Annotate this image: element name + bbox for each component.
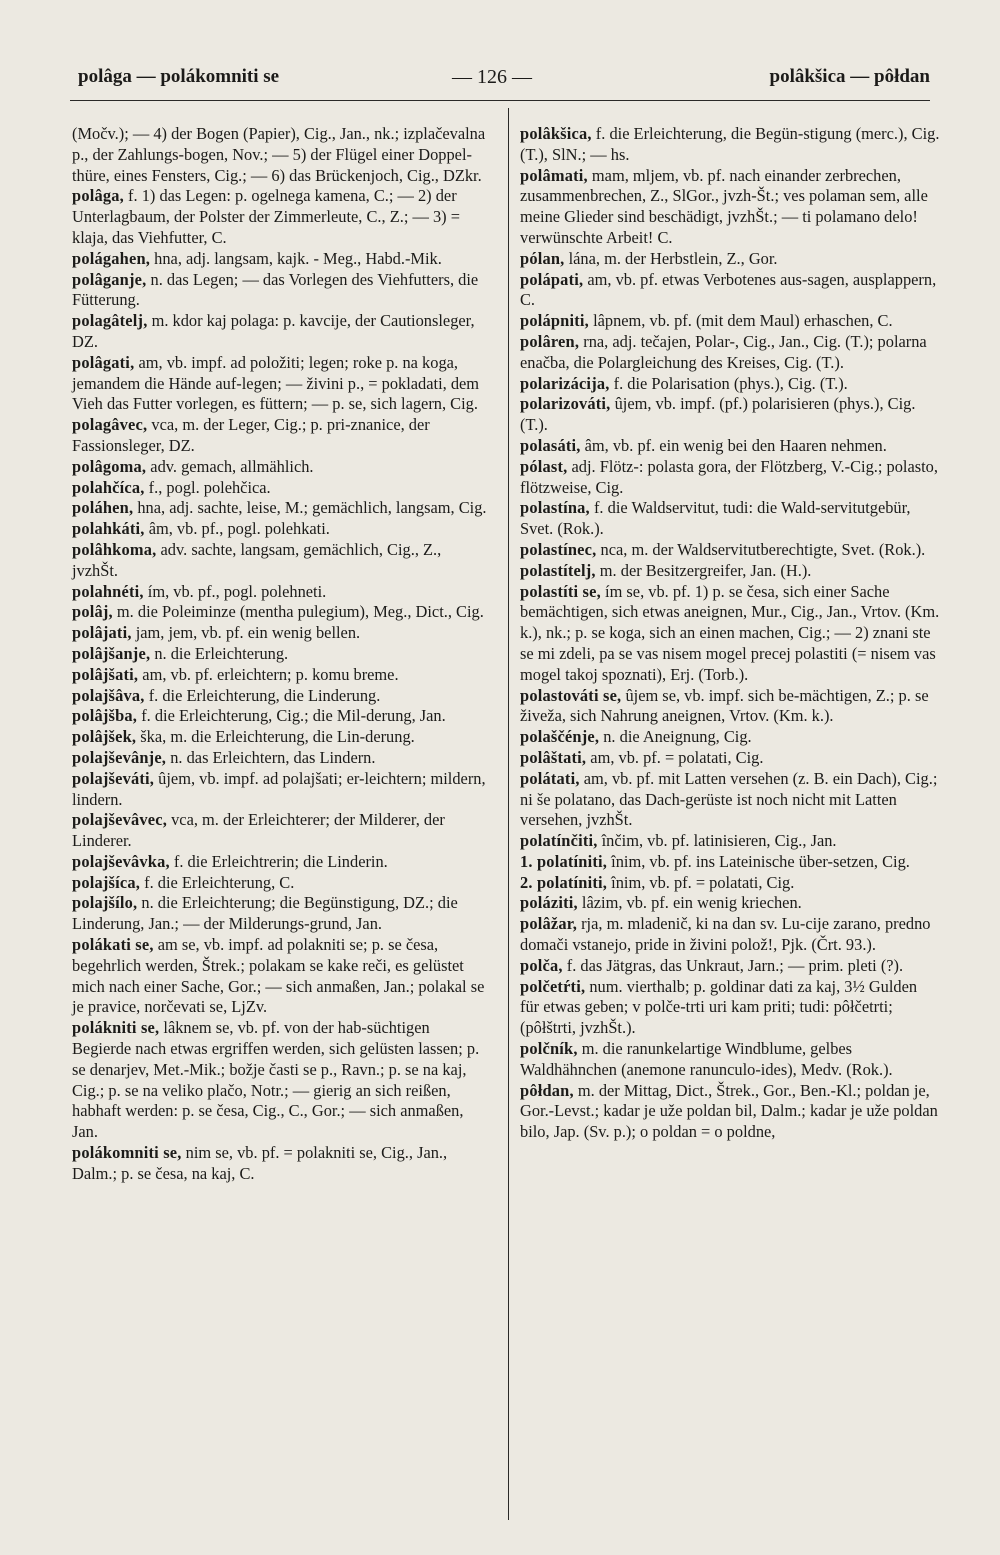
entry-definition: am, vb. pf. etwas Verbotenes aus-sagen, ausplappern, C. <box>520 269 937 310</box>
entry-definition: hna, adj. sachte, leise, M.; gemächlich, langsam, Cig. <box>133 498 487 518</box>
entry-headword: polâgoma, <box>72 456 147 476</box>
dictionary-entry <box>520 457 940 499</box>
entry-definition: ška, m. die Erleichterung, die Lin-derung. <box>136 727 415 747</box>
entry-headword: polátati, <box>520 768 580 788</box>
entry-definition: m. der Besitzergreifer, Jan. (H.). <box>595 560 812 580</box>
entry-definition: (Močv.); — 4) der Bogen (Papier), Cig., Jan., nk.; izplačevalna p., der Zahlungs-bogen, Nov.; — 5) der Flügel einer Doppel-thüre, eines Fensters, Cig.; — 6) das Brückenjoch, Cig., DZkr. <box>72 124 486 185</box>
entry-headword: polajšâva, <box>72 685 145 705</box>
entry-definition: f. die Polarisation (phys.), Cig. (T.). <box>609 373 848 393</box>
dictionary-entry <box>72 935 490 1018</box>
entry-headword: polâštati, <box>520 747 587 767</box>
entry-definition: am, vb. pf. erleichtern; p. komu breme. <box>138 664 399 684</box>
entry-headword: polastína, <box>520 498 590 518</box>
entry-headword: polajšílo, <box>72 893 138 913</box>
dictionary-entry <box>520 748 940 769</box>
entry-definition: âm, vb. pf. ein wenig bei den Haaren nehmen. <box>580 435 887 455</box>
entry-headword: polâjšek, <box>72 727 137 747</box>
entry-headword: polahnéti, <box>72 581 144 601</box>
entry-definition: lána, m. der Herbstlein, Z., Gor. <box>564 248 778 268</box>
entry-headword: polagâtelj, <box>72 311 148 331</box>
entry-headword: poláhen, <box>72 498 134 518</box>
entry-definition: f. 1) das Legen: p. ogelnega kamena, C.; — 2) der Unterlagbaum, der Polster der Zimmerleute, C., Z.; — 3) = klaja, das Viehfutter, C. <box>72 186 460 247</box>
dictionary-entry <box>520 1081 940 1143</box>
entry-headword: polajševâvka, <box>72 851 170 871</box>
entry-headword: polajšíca, <box>72 872 141 892</box>
entry-definition: num. vierthalb; p. goldinar dati za kaj, 3½ Gulden für etwas geben; v polče-trti uri kam priti; tudi: pôłčetrti; (pôłštrti, jvzhŠt.). <box>520 976 918 1038</box>
dictionary-entry <box>520 561 940 582</box>
entry-definition: ím, vb. pf., pogl. polehneti. <box>143 581 327 601</box>
dictionary-entry <box>72 602 490 623</box>
entry-headword: polajševáti, <box>72 768 155 788</box>
entry-definition: am, vb. pf. = polatati, Cig. <box>586 747 764 767</box>
dictionary-entry <box>520 166 940 249</box>
entry-headword: polahčíca, <box>72 477 145 497</box>
entry-definition: n. das Legen; — das Vorlegen des Viehfutters, die Fütterung. <box>72 269 479 310</box>
entry-definition: vca, m. der Leger, Cig.; p. pri-znanice, der Fassionsleger, DZ. <box>72 415 430 455</box>
entry-definition: f. das Jätgras, das Unkraut, Jarn.; — prim. pleti (?). <box>562 955 904 975</box>
entry-headword: polâžar, <box>520 914 577 934</box>
page-number: — 126 — <box>452 66 532 88</box>
entry-headword: polatínčiti, <box>520 831 598 851</box>
dictionary-entry <box>520 727 940 748</box>
entry-definition: n. die Aneignung, Cig. <box>599 727 752 747</box>
entry-definition: înčim, vb. pf. latinisieren, Cig., Jan. <box>597 831 837 851</box>
dictionary-entry <box>520 956 940 977</box>
dictionary-entry <box>72 124 490 186</box>
entry-headword: polâganje, <box>72 269 147 289</box>
dictionary-entry <box>72 1018 490 1143</box>
entry-headword: polča, <box>520 955 563 975</box>
entry-definition: rja, m. mladenič, ki na dan sv. Lu-cije zarano, predno domači vstanejo, pride in živini polož!, Pjk. (Črt. 93.). <box>520 914 931 955</box>
entry-headword: polasáti, <box>520 435 581 455</box>
dictionary-entry <box>520 893 940 914</box>
dictionary-entry <box>520 1039 940 1081</box>
entry-headword: polâmati, <box>520 165 588 185</box>
entry-definition: adv. sachte, langsam, gemächlich, Cig., Z., jvzhŠt. <box>72 539 442 580</box>
entry-definition: hna, adj. langsam, kajk. - Meg., Habd.-Mik. <box>150 248 442 268</box>
dictionary-entry <box>520 311 940 332</box>
header-rule <box>70 100 930 101</box>
entry-definition: lâzim, vb. pf. ein wenig kriechen. <box>577 893 802 913</box>
entry-headword: polápati, <box>520 269 584 289</box>
entry-headword: 2. polatíniti, <box>520 872 608 892</box>
entry-definition: nim se, vb. pf. = polakniti se, Cig., Jan., Dalm.; p. se česa, na kaj, C. <box>72 1143 448 1183</box>
entry-headword: polarizácija, <box>520 373 610 393</box>
entry-definition: jam, jem, vb. pf. ein wenig bellen. <box>131 623 361 643</box>
dictionary-entry <box>520 249 940 270</box>
entry-definition: n. die Erleichterung. <box>150 643 289 663</box>
entry-definition: f., pogl. polehčica. <box>144 477 271 497</box>
entry-definition: am, vb. pf. mit Latten versehen (z. B. ein Dach), Cig.; ni še polatano, das Dach-gerüste ist noch nicht mit Latten versehen, jvzhŠt. <box>520 768 938 830</box>
dictionary-entry <box>72 748 490 769</box>
dictionary-entry <box>72 769 490 811</box>
entry-definition: n. die Erleichterung; die Begünstigung, DZ.; die Linderung, Jan.; — der Milderungs-grund, Jan. <box>72 893 458 934</box>
entry-headword: polaščénje, <box>520 727 600 747</box>
entry-headword: polágahen, <box>72 248 151 268</box>
entry-definition: f. die Erleichterung, C. <box>140 872 295 892</box>
right-column <box>520 124 940 1143</box>
entry-headword: polčník, <box>520 1039 578 1059</box>
dictionary-entry <box>72 706 490 727</box>
entry-definition: m. die Poleiminze (mentha pulegium), Meg., Dict., Cig. <box>112 602 484 622</box>
entry-headword: polâgati, <box>72 352 135 372</box>
dictionary-entry <box>520 914 940 956</box>
entry-definition: am se, vb. impf. ad polakniti se; p. se česa, begehrlich werden, Štrek.; polakam se kake reči, es gelüstet mich nach einer Sache, Gor.; — sich anmaßen, Jan.; polakal se je pravice, norčevati se, LjZv. <box>72 935 485 1017</box>
entry-definition: nca, m. der Waldservitutberechtigte, Svet. (Rok.). <box>596 539 926 559</box>
dictionary-entry <box>72 1143 490 1185</box>
entry-definition: f. die Erleichterung, die Linderung. <box>144 685 381 705</box>
dictionary-entry <box>520 436 940 457</box>
dictionary-entry <box>72 478 490 499</box>
entry-definition: f. die Waldservitut, tudi: die Wald-servitutgebür, Svet. (Rok.). <box>520 498 911 539</box>
entry-headword: polčetŕti, <box>520 976 586 996</box>
entry-definition: ûjem, vb. impf. ad polajšati; er-leichtern; mildern, lindern. <box>72 768 486 809</box>
entry-definition: adv. gemach, allmählich. <box>146 456 314 476</box>
dictionary-entry <box>520 394 940 436</box>
entry-headword: polastováti se, <box>520 685 622 705</box>
entry-definition: f. die Erleichtrerin; die Linderin. <box>169 851 388 871</box>
entry-definition: lâpnem, vb. pf. (mit dem Maul) erhaschen, C. <box>588 311 893 331</box>
entry-headword: polarizováti, <box>520 394 611 414</box>
entry-headword: polâjšba, <box>72 706 138 726</box>
dictionary-entry <box>72 498 490 519</box>
dictionary-entry <box>72 665 490 686</box>
header-left-guide-words: polâga — polákomniti se <box>78 66 280 87</box>
entry-headword: pólast, <box>520 456 568 476</box>
entry-definition: ûjem se, vb. impf. sich be-mächtigen, Z.; p. se živeža, sich Nahrung aneignen, Vrtov. (Km. k.). <box>520 685 929 726</box>
entry-headword: pólan, <box>520 248 565 268</box>
entry-headword: polastínec, <box>520 539 597 559</box>
dictionary-entry <box>520 977 940 1039</box>
entry-headword: polâga, <box>72 186 124 206</box>
entry-headword: polâren, <box>520 331 580 351</box>
dictionary-entry <box>520 540 940 561</box>
entry-headword: polápniti, <box>520 311 589 331</box>
entry-headword: polajševânje, <box>72 747 167 767</box>
entry-headword: polákniti se, <box>72 1018 160 1038</box>
entry-definition: ím se, vb. pf. 1) p. se česa, sich einer Sache bemächtigen, sich etwas aneignen, Mur., Cig., Jan., Vrtov. (Km. k.), nk.; p. se koga, sich an einen machen, Cig.; — 2) znani ste se mi zdeli, pa se vas nisem mogel precej polastiti (= nisem vas mogel takoj spoznati), Erj. (Torb.). <box>520 581 940 684</box>
entry-headword: polajševâvec, <box>72 810 168 830</box>
entry-definition: m. die ranunkelartige Windblume, gelbes Waldhähnchen (anemone ranunculo-ides), Medv. (Rok.). <box>520 1039 893 1079</box>
entry-definition: âm, vb. pf., pogl. polehkati. <box>144 519 330 539</box>
dictionary-entry <box>520 686 940 728</box>
entry-definition: f. die Erleichterung, Cig.; die Mil-derung, Jan. <box>137 706 446 726</box>
running-header <box>70 66 930 96</box>
dictionary-entry <box>72 852 490 873</box>
dictionary-entry <box>72 686 490 707</box>
entry-definition: f. die Erleichterung, die Begün-stigung (merc.), Cig. (T.), SlN.; — hs. <box>520 124 940 164</box>
dictionary-entry <box>72 311 490 353</box>
dictionary-entry <box>520 498 940 540</box>
entry-headword: pôłdan, <box>520 1080 574 1100</box>
entry-definition: am, vb. impf. ad položiti; legen; roke p. na koga, jemandem die Hände auf-legen; — živini p., = pokladati, dem Vieh das Futter vorlegen, es füttern; — p. se, sich lagern, Cig. <box>72 352 480 414</box>
entry-headword: polastíti se, <box>520 581 601 601</box>
entry-headword: polâhkoma, <box>72 539 157 559</box>
dictionary-entry <box>72 519 490 540</box>
dictionary-entry <box>520 374 940 395</box>
dictionary-entry <box>72 270 490 312</box>
entry-definition: n. das Erleichtern, das Lindern. <box>166 747 376 767</box>
entry-definition: înim, vb. pf. ins Lateinische über-setzen, Cig. <box>607 851 910 871</box>
entry-headword: polâj, <box>72 602 113 622</box>
entry-headword: polagâvec, <box>72 415 148 435</box>
entry-headword: polákati se, <box>72 935 154 955</box>
entry-definition: mam, mljem, vb. pf. nach einander zerbrechen, zusammenbrechen, Z., SlGor., jvzh-Št.; ves polaman sem, alle meine Glieder sind beschädigt, jvzhŠt.; — ti polamano delo! verwünschte Arbeit! C. <box>520 165 928 247</box>
entry-definition: lâknem se, vb. pf. von der hab-süchtigen Begierde nach etwas ergriffen werden, sich gelüsten lassen; p. se denarjev, Met.-Mik.; božje časti se p., Ravn.; p. se na kaj, Cig.; p. se na veliko plačo, Notr.; — gierig an sich reißen, habhaft werden: p. se česa, Cig., C., Gor.; — sich anmaßen, Jan. <box>72 1018 480 1142</box>
entry-definition: m. kdor kaj polaga: p. kavcije, der Cautionsleger, DZ. <box>72 311 475 351</box>
dictionary-entry <box>72 353 490 415</box>
dictionary-entry <box>72 582 490 603</box>
left-column <box>72 124 490 1185</box>
dictionary-entry <box>520 831 940 852</box>
dictionary-entry <box>72 186 490 248</box>
entry-headword: polâjšanje, <box>72 643 151 663</box>
dictionary-entry <box>72 893 490 935</box>
entry-definition: ûjem, vb. impf. (pf.) polarisieren (phys.), Cig. (T.). <box>520 394 916 435</box>
entry-headword: polâjati, <box>72 623 132 643</box>
entry-definition: înim, vb. pf. = polatati, Cig. <box>607 872 795 892</box>
column-divider <box>508 108 509 1520</box>
dictionary-entry <box>72 873 490 894</box>
entry-definition: adj. Flötz-: polasta gora, der Flötzberg, V.-Cig.; polasto, flötzweise, Cig. <box>520 456 938 497</box>
dictionary-entry <box>520 873 940 894</box>
dictionary-entry <box>72 540 490 582</box>
entry-definition: m. der Mittag, Dict., Štrek., Gor., Ben.-Kl.; poldan je, Gor.-Levst.; kadar je uže poldan bil, Dalm.; kadar je uže poldan bilo, Jap. (Sv. p.); o poldan = o poldne, <box>520 1080 938 1142</box>
entry-headword: polâkšica, <box>520 124 592 143</box>
dictionary-entry <box>520 852 940 873</box>
dictionary-entry <box>520 582 940 686</box>
dictionary-entry <box>72 415 490 457</box>
dictionary-entry <box>520 124 940 166</box>
header-right-guide-words: polâkšica — pôłdan <box>769 66 930 87</box>
entry-headword: polastítelj, <box>520 560 596 580</box>
dictionary-entry <box>520 270 940 312</box>
entry-headword: poláziti, <box>520 893 578 913</box>
entry-headword: polâjšati, <box>72 664 139 684</box>
entry-definition: rna, adj. tečajen, Polar-, Cig., Jan., Cig. (T.); polarna enačba, die Polargleichung des Kreises, Cig. (T.). <box>520 331 927 372</box>
dictionary-entry <box>72 457 490 478</box>
dictionary-entry <box>520 769 940 831</box>
dictionary-entry <box>72 623 490 644</box>
dictionary-entry <box>520 332 940 374</box>
dictionary-entry <box>72 727 490 748</box>
dictionary-entry <box>72 249 490 270</box>
entry-headword: 1. polatíniti, <box>520 851 608 871</box>
dictionary-entry <box>72 644 490 665</box>
dictionary-entry <box>72 810 490 852</box>
entry-headword: polahkáti, <box>72 519 145 539</box>
entry-definition: vca, m. der Erleichterer; der Milderer, der Linderer. <box>72 810 445 851</box>
entry-headword: polákomniti se, <box>72 1143 182 1163</box>
